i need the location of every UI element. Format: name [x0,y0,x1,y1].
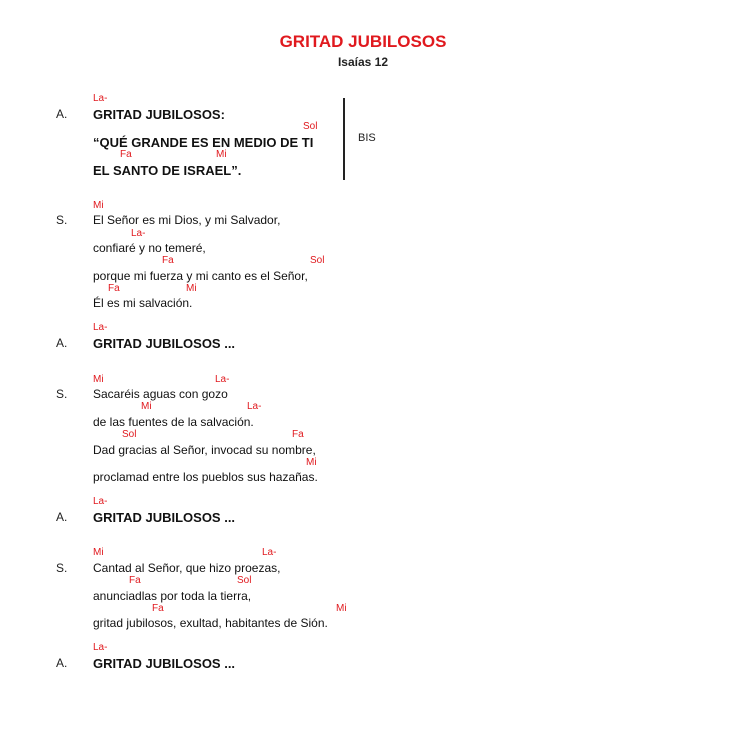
chord: La- [131,228,146,239]
chord: La- [93,322,108,333]
chord: La- [93,496,108,507]
lyric-line: anunciadlas por toda la tierra, [93,589,252,603]
song-source: Isaías 12 [337,55,389,69]
lyric-line: “QUÉ GRANDE ES EN MEDIO DE TI [93,135,314,150]
chord: Fa [120,149,132,160]
chord: Mi [336,603,347,614]
stanza-marker-a: A. [56,510,68,524]
chord: Mi [216,149,227,160]
refrain-line: GRITAD JUBILOSOS ... [93,656,236,671]
chord: Sol [310,255,325,266]
chord: Fa [129,575,141,586]
stanza-marker-a: A. [56,336,68,350]
stanza-marker-s: S. [56,213,68,227]
chord: Mi [186,283,197,294]
chord: La- [93,642,108,653]
stanza-marker-s: S. [56,387,68,401]
bis-bracket [343,98,345,180]
chord: La- [215,374,230,385]
lyric-line: porque mi fuerza y mi canto es el Señor, [93,269,308,283]
chord: Mi [93,547,104,558]
lyric-line: gritad jubilosos, exultad, habitantes de Sión. [93,616,328,630]
chord: Sol [122,429,137,440]
chord: Mi [141,401,152,412]
lyric-line: Dad gracias al Señor, invocad su nombre, [93,443,316,457]
lyric-line: EL SANTO DE ISRAEL”. [93,163,242,178]
refrain-line: GRITAD JUBILOSOS ... [93,336,236,351]
chord: Fa [108,283,120,294]
lyric-line: de las fuentes de la salvación. [93,415,254,429]
lyric-line: confiaré y no temeré, [93,241,206,255]
refrain-line: GRITAD JUBILOSOS ... [93,510,236,525]
stanza-marker-s: S. [56,561,68,575]
lyric-line: Cantad al Señor, que hizo proezas, [93,561,281,575]
bis-label: BIS [358,132,376,144]
lyric-line: Él es mi salvación. [93,296,193,310]
chord: Mi [93,374,104,385]
lyric-line: proclamad entre los pueblos sus hazañas. [93,470,318,484]
chord: Mi [306,457,317,468]
lyric-line: El Señor es mi Dios, y mi Salvador, [93,213,281,227]
stanza-marker-a: A. [56,107,68,121]
chord: Fa [152,603,164,614]
chord: La- [247,401,262,412]
stanza-marker-a: A. [56,656,68,670]
chord: La- [93,93,108,104]
chord: Sol [303,121,318,132]
song-title: GRITAD JUBILOSOS [279,32,447,51]
lyric-line: Sacaréis aguas con gozo [93,387,228,401]
chord: Mi [93,200,104,211]
lyric-line: GRITAD JUBILOSOS: [93,107,225,122]
chord: Fa [162,255,174,266]
chord: Sol [237,575,252,586]
chord: La- [262,547,277,558]
chord: Fa [292,429,304,440]
